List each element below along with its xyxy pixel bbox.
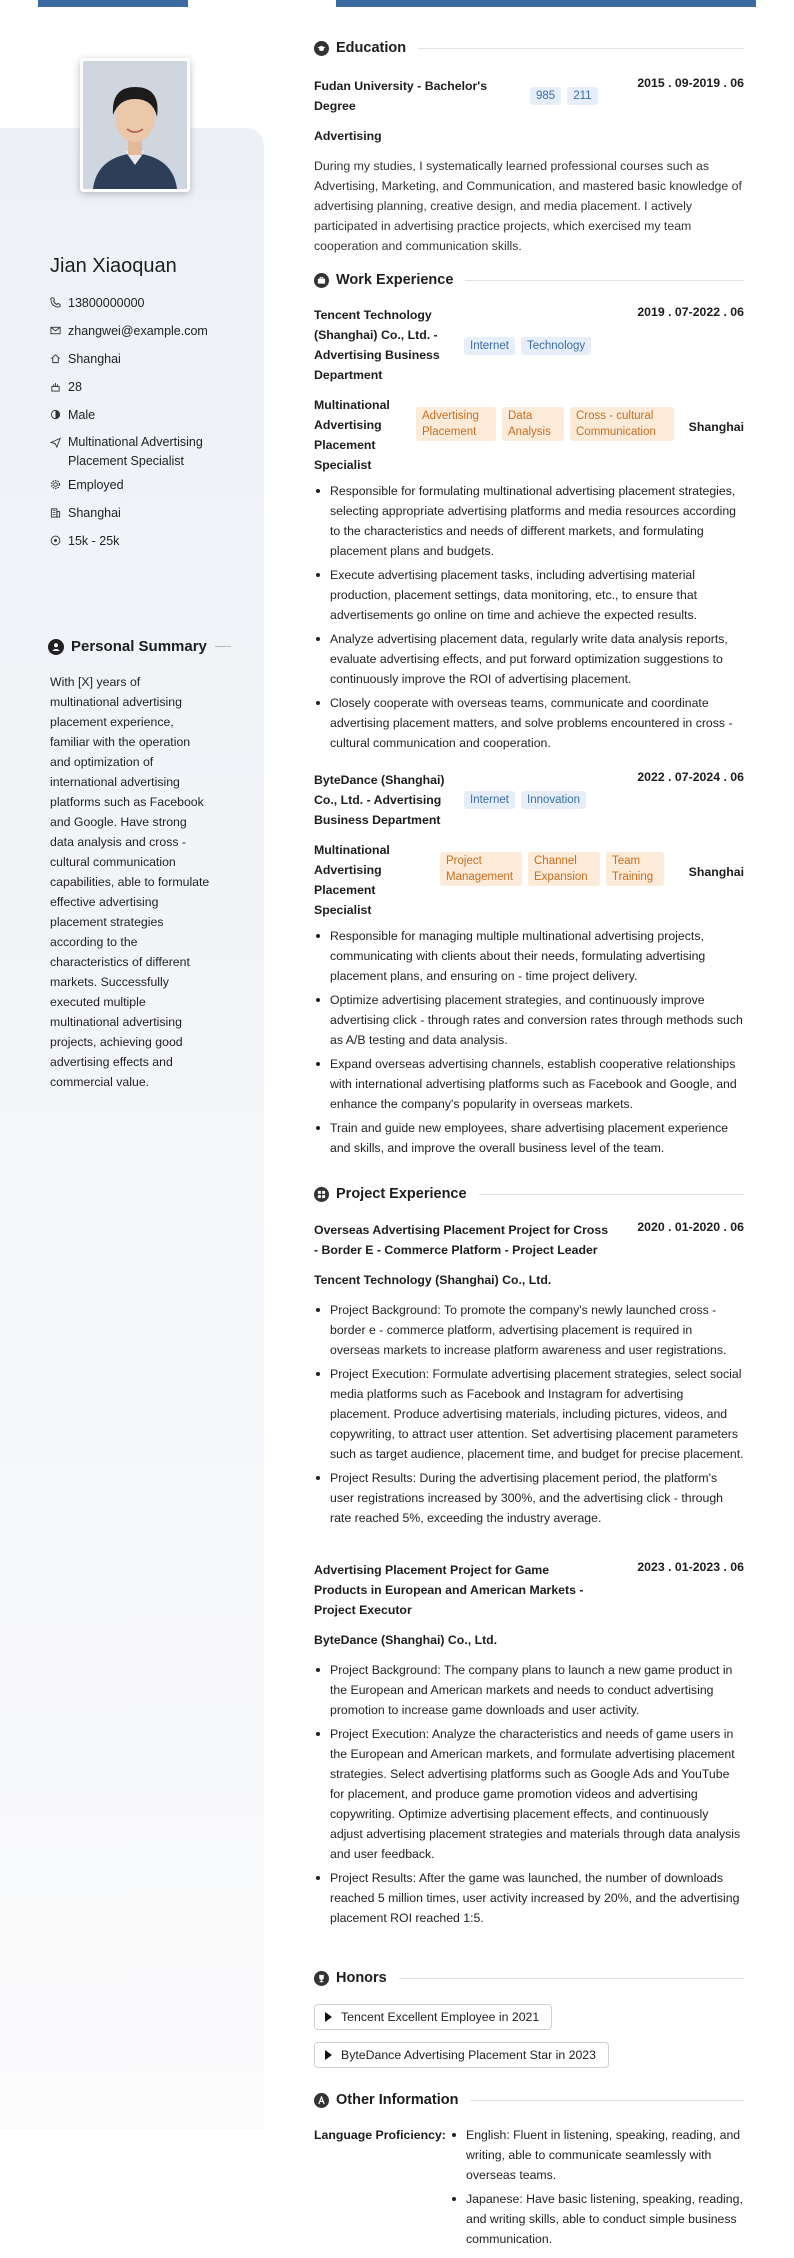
other-rule [470,2100,744,2101]
target-position-text: Multinational Advertising Placement Specialist [68,435,203,468]
project-name: Advertising Placement Project for Game Products in European and American Markets - Project Executor [314,1563,584,1617]
work-heading [314,272,744,288]
industry-tag: Internet [464,337,515,355]
play-icon [325,2012,332,2022]
industry-tag: Technology [521,337,591,355]
target-position-row [50,436,250,478]
job-position: Multinational Advertising Placement Specialist [314,843,390,917]
age-text: 28 [68,380,82,394]
job-bullet: Expand overseas advertising channels, establish cooperative relationships with international advertising platforms such as Facebook and Google, and enhance the company's popularity in overseas markets. [314,1054,744,1114]
send-icon [50,437,68,451]
language-list [450,2125,744,2253]
user-icon [48,639,64,655]
honor-text: Tencent Excellent Employee in 2021 [341,2010,540,2024]
work-title: Work Experience [336,272,454,288]
skill-tag: Advertising Placement [416,407,496,441]
job-position-row [314,840,744,920]
job-bullet: Responsible for formulating multinational advertising placement strategies, selecting appropriate advertising platforms and media resources according to the characteristics and needs of different markets, and formulating placement plans and budgets. [314,481,744,561]
education-rule [418,48,744,49]
summary-heading [48,638,231,655]
honor-text: ByteDance Advertising Placement Star in 2023 [341,2048,596,2062]
language-label: Language Proficiency: [314,2128,446,2142]
job-company: ByteDance (Shanghai) Co., Ltd. - Advertising Business Department [314,773,445,827]
job-skill-tags [416,407,680,441]
trophy-icon [314,1971,329,1986]
gender-row [50,408,250,436]
project-date: 2020 . 01-2020 . 06 [637,1220,744,1234]
work-rule [465,280,744,281]
job-bullet: Optimize advertising placement strategies, and continuously improve advertising click - through rates and conversion rates through methods such as A/B testing and data analysis. [314,990,744,1050]
project-bullets [314,1300,744,1528]
location-row [50,352,250,380]
top-accent-bar-left [38,0,188,7]
projects-heading [314,1186,744,1202]
job-bullets [314,481,744,753]
project-bullet: Project Background: The company plans to launch a new game product in the European and American markets and needs to conduct advertising promotion to increase game downloads and user activity. [314,1660,744,1720]
summary-title-rule [215,646,231,647]
industry-tag: Innovation [521,791,586,809]
education-tags [530,86,604,105]
language-item: English: Fluent in listening, speaking, reading, and writing, able to communicate seamlessly with overseas teams. [450,2125,744,2185]
job-skill-tags [440,852,670,886]
skill-tag: Project Management [440,852,522,886]
job-industry-tags [464,336,597,355]
project-name: Overseas Advertising Placement Project for Cross - Border E - Commerce Platform - Project Leader [314,1223,609,1257]
job-bullet: Analyze advertising placement data, regularly write data analysis reports, evaluate advertising effects, and put forward optimization suggestions to continuously improve the ROI of advertising placement. [314,629,744,689]
education-school: Fudan University - Bachelor's Degree [314,79,488,113]
education-major: Advertising [314,129,382,143]
skill-tag: Data Analysis [502,407,564,441]
honors-list [314,2004,744,2030]
job-entry [314,770,744,1162]
honor-item[interactable] [314,2004,552,2030]
job-city: Shanghai [688,420,744,434]
phone-row [50,296,250,324]
project-bullet: Project Execution: Formulate advertising placement strategies, select social media platforms such as Facebook and Instagram for advertising placement. Produce advertising materials, including pictures, videos, and copywriting, to attract user attention. Set advertising placement parameters such as target audience, placement time, and budget for precise placement. [314,1364,744,1464]
gender-icon [50,409,68,423]
language-item: Japanese: Have basic listening, speaking, reading, and writing skills, able to conduct simple business communication. [450,2189,744,2249]
projects-title: Project Experience [336,1186,467,1202]
education-title: Education [336,40,407,56]
job-date: 2019 . 07-2022 . 06 [637,305,744,319]
info-icon [314,2093,329,2108]
job-bullets [314,926,744,1158]
job-position-row [314,395,744,475]
project-entry [314,1560,744,1932]
project-date: 2023 . 01-2023 . 06 [637,1560,744,1574]
location-text: Shanghai [68,352,121,366]
job-bullet: Closely cooperate with overseas teams, communicate and coordinate advertising placement matters, and solve problems encountered in cross - cultural communication and cooperation. [314,693,744,753]
skill-tag: Cross - cultural Communication [570,407,674,441]
contact-list [50,296,250,562]
phone-text: 13800000000 [68,296,145,310]
graduation-cap-icon [314,41,329,56]
project-bullet: Project Results: During the advertising placement period, the platform's user registrations increased by 300%, and the advertising click - through rate reached 5%, exceeding the industry average. [314,1468,744,1528]
mail-icon [50,325,68,339]
play-icon [325,2050,332,2060]
other-title: Other Information [336,2092,459,2108]
job-city: Shanghai [688,865,744,879]
gender-text: Male [68,408,96,422]
briefcase-icon [314,273,329,288]
honors-title: Honors [336,1970,387,1986]
building-icon [50,507,68,521]
target-city-text: Shanghai [68,506,121,520]
home-icon [50,353,68,367]
other-heading [314,2092,744,2108]
salary-text: 15k - 25k [68,534,120,548]
summary-title: Personal Summary [71,638,207,655]
gear-icon [50,479,68,493]
age-row [50,380,250,408]
project-bullets [314,1660,744,1928]
honors-heading [314,1970,744,1986]
project-bullet: Project Execution: Analyze the characteristics and needs of game users in the European and American markets, and formulate advertising placement strategies. Select advertising platforms such as Google Ads and YouTube for placement, and produce game promotion videos and advertising copywriting. Optimize advertising placement effects, and continuously adjust advertising placement strategies and materials through data analysis and user feedback. [314,1724,744,1864]
profile-name: Jian Xiaoquan [50,255,177,277]
project-company: ByteDance (Shanghai) Co., Ltd. [314,1633,498,1647]
status-text: Employed [68,478,124,492]
honors-list [314,2042,744,2068]
grid-icon [314,1187,329,1202]
job-entry [314,305,744,757]
job-bullet: Execute advertising placement tasks, including advertising material production, placement settings, data monitoring, etc., to ensure that advertisements go online on time and achieve the expected results. [314,565,744,625]
job-industry-tags [464,790,592,809]
project-bullet: Project Background: To promote the company's newly launched cross - border e - commerce platform, advertising placement is required in overseas markets to increase platform awareness and user registrations. [314,1300,744,1360]
job-date: 2022 . 07-2024 . 06 [637,770,744,784]
education-heading [314,40,744,56]
target-city-row [50,506,250,534]
project-company: Tencent Technology (Shanghai) Co., Ltd. [314,1273,552,1287]
top-accent-bar-right [336,0,756,7]
project-bullet: Project Results: After the game was launched, the number of downloads reached 5 million times, user activity increased by 20%, and the advertising placement ROI reached 1:5. [314,1868,744,1928]
job-bullet: Responsible for managing multiple multinational advertising projects, communicating with clients about their needs, formulating advertising placement plans, and ensuring on - time project delivery. [314,926,744,986]
phone-icon [50,297,68,311]
salary-row [50,534,250,562]
email-text[interactable]: zhangwei@example.com [68,324,208,338]
education-description: During my studies, I systematically learned professional courses such as Advertising, Marketing, and Communication, and mastered basic knowledge of advertising planning, creative design, and media placement. I actively participated in advertising practice projects, which exercised my team cooperation and communication skills. [314,159,742,253]
honor-item[interactable] [314,2042,609,2068]
education-date: 2015 . 09-2019 . 06 [637,76,744,90]
industry-tag: Internet [464,791,515,809]
coin-icon [50,535,68,549]
project-entry [314,1220,744,1532]
cake-icon [50,381,68,395]
projects-rule [479,1194,744,1195]
status-row [50,478,250,506]
job-position: Multinational Advertising Placement Specialist [314,398,390,472]
education-tag: 211 [567,87,597,105]
summary-text: With [X] years of multinational advertising placement experience, familiar with the operation and optimization of international advertising platforms such as Facebook and Google. Have strong data analysis and cross - cultural communication capabilities, able to formulate effective advertising placement strategies according to the characteristics of different markets. Successfully executed multiple multinational advertising projects, achieving good advertising effects and commercial value. [50,675,210,1089]
education-tag: 985 [530,87,561,105]
job-company: Tencent Technology (Shanghai) Co., Ltd. - Advertising Business Department [314,308,440,382]
skill-tag: Team Training [606,852,664,886]
email-row [50,324,250,352]
education-entry [314,76,744,256]
job-bullet: Train and guide new employees, share advertising placement experience and skills, and improve the overall business level of the team. [314,1118,744,1158]
skill-tag: Channel Expansion [528,852,600,886]
profile-photo [80,58,190,192]
honors-rule [399,1978,744,1979]
